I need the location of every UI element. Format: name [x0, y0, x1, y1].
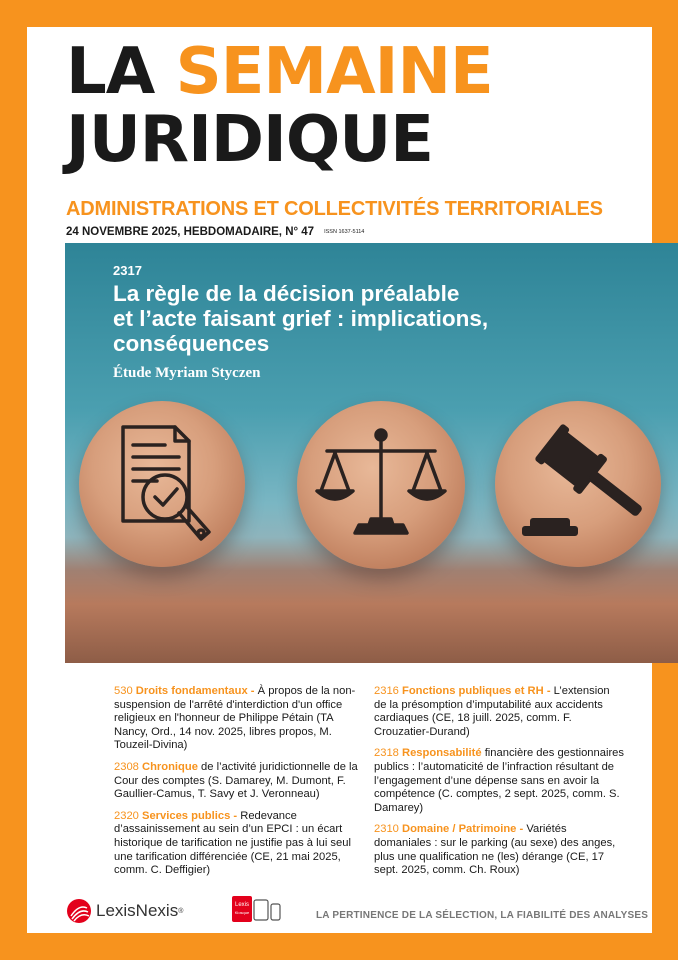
- toc-text: Variétés domaniales : sur le parking (au sexe) des anges, plus une qualification ne (les) dérange (CE, 17 sept. 2025, comm. Ch. Roux): [374, 823, 616, 877]
- toc-text: Redevance d’assainissement au sein d’un EPCI : un écart historique de tarification ne justifie pas à lui seul une tarification différenciée (CE, 21 mai 2025, comm. C. Deffigier): [114, 809, 351, 877]
- toc-number: 2308: [114, 760, 139, 773]
- kiosque-label: Kiosque: [234, 910, 250, 915]
- masthead-semaine: SEMAINE: [175, 35, 493, 109]
- toc-heading: Domaine / Patrimoine -: [402, 823, 524, 836]
- kiosque-label: Lexis: [234, 902, 249, 908]
- toc-number: 2316: [374, 685, 399, 697]
- toc-entry[interactable]: [114, 685, 359, 753]
- issn: ISSN 1637-5114: [324, 228, 365, 235]
- toc-entry[interactable]: [114, 761, 359, 802]
- toc-entry[interactable]: [114, 810, 359, 878]
- tagline: LA PERTINENCE DE LA SÉLECTION, LA FIABILITÉ DES ANALYSES: [316, 910, 649, 921]
- feature-title-line: et l’acte faisant grief : implications,: [113, 306, 489, 331]
- toc-text: de l’activité juridictionnelle de la Cour des comptes (S. Damarey, M. Dumont, F. Gaullier-Camus, T. Savy et J. Veronneau): [114, 760, 358, 801]
- wooden-disc: [79, 401, 245, 567]
- kiosque-logo: [232, 896, 252, 922]
- masthead-la: LA: [66, 35, 155, 109]
- devices-icon: [252, 896, 282, 922]
- feature-title-line: conséquences: [113, 331, 270, 356]
- toc-number: 2320: [114, 809, 139, 822]
- toc-number: 2310: [374, 823, 399, 836]
- masthead: [66, 35, 493, 177]
- issue-info: [66, 226, 364, 238]
- feature-title: [113, 281, 633, 356]
- document-search-icon: [79, 401, 245, 567]
- toc-entry[interactable]: [374, 823, 624, 877]
- toc-text: financière des gestionnaires publics : l’automaticité de l’infraction résultant de l’engagement d’une dépense sans en avoir la compétence (C. comptes, 2 sept. 2025, comm. S. Damarey): [374, 747, 624, 814]
- masthead-line1: [66, 35, 493, 109]
- toc-heading: Droits fondamentaux -: [135, 685, 255, 697]
- wooden-disc: [495, 401, 661, 567]
- publisher-registered-mark: ®: [178, 907, 184, 915]
- toc-entry[interactable]: [374, 685, 624, 739]
- toc-heading: Services publics -: [142, 809, 238, 822]
- toc-heading: Chronique: [142, 760, 198, 773]
- toc-text: L’extension de la présomption d’imputabilité aux accidents cardiaques (CE, 18 juill. 2025, comm. F. Crouzatier-Durand): [374, 685, 610, 738]
- toc-text: À propos de la non-suspension de l'arrêté d'interdiction d'un office religieux en l'honneur de Philippe Pétain (TA Nancy, Ord., 14 nov. 2025, libres propos, M. Touzeil-Divina): [114, 685, 356, 752]
- toc-entry[interactable]: [374, 747, 624, 815]
- wooden-disc: [297, 401, 465, 569]
- feature-image: [65, 243, 678, 663]
- feature-author: Étude Myriam Styczen: [113, 365, 261, 381]
- publisher-name: LexisNexis: [96, 901, 179, 920]
- toc-left-column: [114, 685, 359, 886]
- journal-subtitle: ADMINISTRATIONS ET COLLECTIVITÉS TERRITORIALES: [66, 198, 603, 220]
- lexisnexis-logo[interactable]: [66, 898, 183, 924]
- toc-heading: Responsabilité: [402, 747, 482, 760]
- scales-of-justice-icon: [297, 401, 465, 569]
- issue-line: 24 NOVEMBRE 2025, HEBDOMADAIRE, N° 47: [66, 226, 315, 238]
- lexis-kiosque-badge[interactable]: [232, 896, 282, 922]
- toc-heading: Fonctions publiques et RH -: [402, 685, 551, 697]
- toc-number: 2318: [374, 747, 399, 760]
- feature-title-line: La règle de la décision préalable: [113, 281, 460, 306]
- toc-number: 530: [114, 685, 133, 697]
- gavel-icon: [495, 401, 661, 567]
- feature-number: 2317: [113, 263, 142, 278]
- toc-right-column: [374, 685, 624, 886]
- masthead-juridique: JURIDIQUE: [66, 103, 433, 177]
- lexisnexis-emblem-icon: [66, 898, 92, 924]
